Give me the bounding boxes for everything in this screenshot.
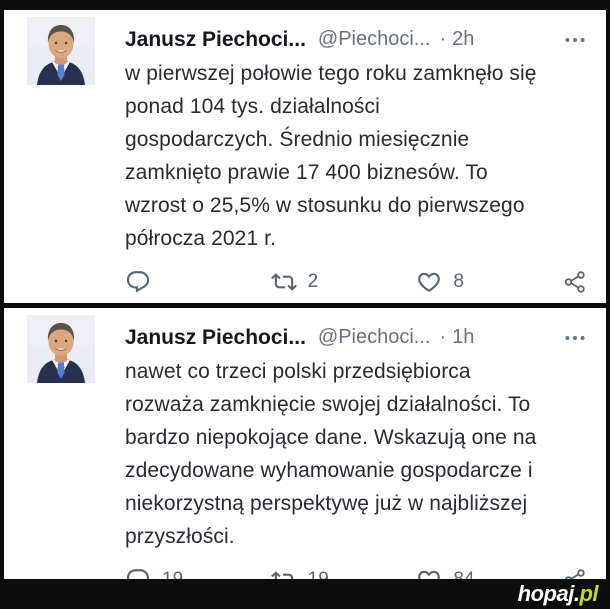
tweet-text-line: rozważa zamknięcie swojej działalności. To: [125, 393, 531, 416]
reply-icon: [125, 269, 151, 295]
tweet-header: [125, 25, 588, 53]
like-count: 8: [453, 271, 464, 292]
share-icon: [562, 269, 588, 295]
header-separator: ·: [439, 27, 447, 50]
tweet-text-line: gospodarczych. Średnio miesięcznie: [125, 128, 470, 151]
tweet-text: [125, 57, 588, 255]
tweet-text: [125, 355, 588, 553]
tweet-text-line: ponad 104 tys. działalności: [125, 95, 380, 118]
more-options-button[interactable]: [562, 25, 588, 53]
tweet-2: [4, 308, 606, 579]
tweet-action-bar: [125, 265, 588, 299]
tweet-text-line: zdecydowane wyhamowanie gospodarcze i: [125, 459, 533, 482]
tweet-text-line: w pierwszej połowie tego roku zamknęło się: [125, 62, 537, 85]
watermark-logo: [518, 583, 598, 605]
watermark-bar: [0, 579, 610, 609]
watermark-main: hopaj.: [517, 581, 580, 606]
heart-icon: [416, 269, 442, 295]
avatar-portrait-janusz: [27, 17, 95, 85]
author-name[interactable]: Janusz Piechoci...: [125, 325, 306, 349]
tweet-text-line: niekorzystną perspektywę już w najbliższej: [125, 492, 528, 515]
author-handle[interactable]: @Piechoci...: [317, 27, 431, 50]
tweet-header: [125, 323, 588, 351]
tweet-text-line: bardzo niepokojące dane. Wskazują one na: [125, 426, 537, 449]
timestamp[interactable]: 2h: [452, 27, 475, 50]
tweet-text-line: półrocza 2021 r.: [125, 227, 277, 250]
timestamp[interactable]: 1h: [452, 325, 475, 348]
retweet-button[interactable]: [271, 269, 320, 295]
retweet-icon: [271, 269, 297, 295]
tweet-text-line: nawet co trzeci polski przedsiębiorca: [125, 360, 471, 383]
tweet-text-line: przyszłości.: [125, 525, 235, 548]
watermark-accent: pl: [579, 581, 598, 606]
author-name[interactable]: Janusz Piechoci...: [125, 27, 306, 51]
more-icon: [562, 325, 588, 351]
more-options-button[interactable]: [562, 323, 588, 351]
tweet-text-line: zamknięto prawie 17 400 biznesów. To: [125, 161, 488, 184]
avatar[interactable]: [27, 17, 95, 85]
avatar-portrait-janusz: [27, 315, 95, 383]
share-button[interactable]: [562, 269, 588, 295]
retweet-count: 2: [307, 271, 319, 292]
reply-button[interactable]: [125, 269, 174, 295]
like-button[interactable]: [416, 269, 465, 295]
tweet-text-line: wzrost o 25,5% w stosunku do pierwszego: [125, 194, 525, 217]
more-icon: [562, 27, 588, 53]
author-handle[interactable]: @Piechoci...: [317, 325, 431, 348]
avatar[interactable]: [27, 315, 95, 383]
header-separator: ·: [439, 325, 447, 348]
tweet-1: [4, 10, 606, 303]
